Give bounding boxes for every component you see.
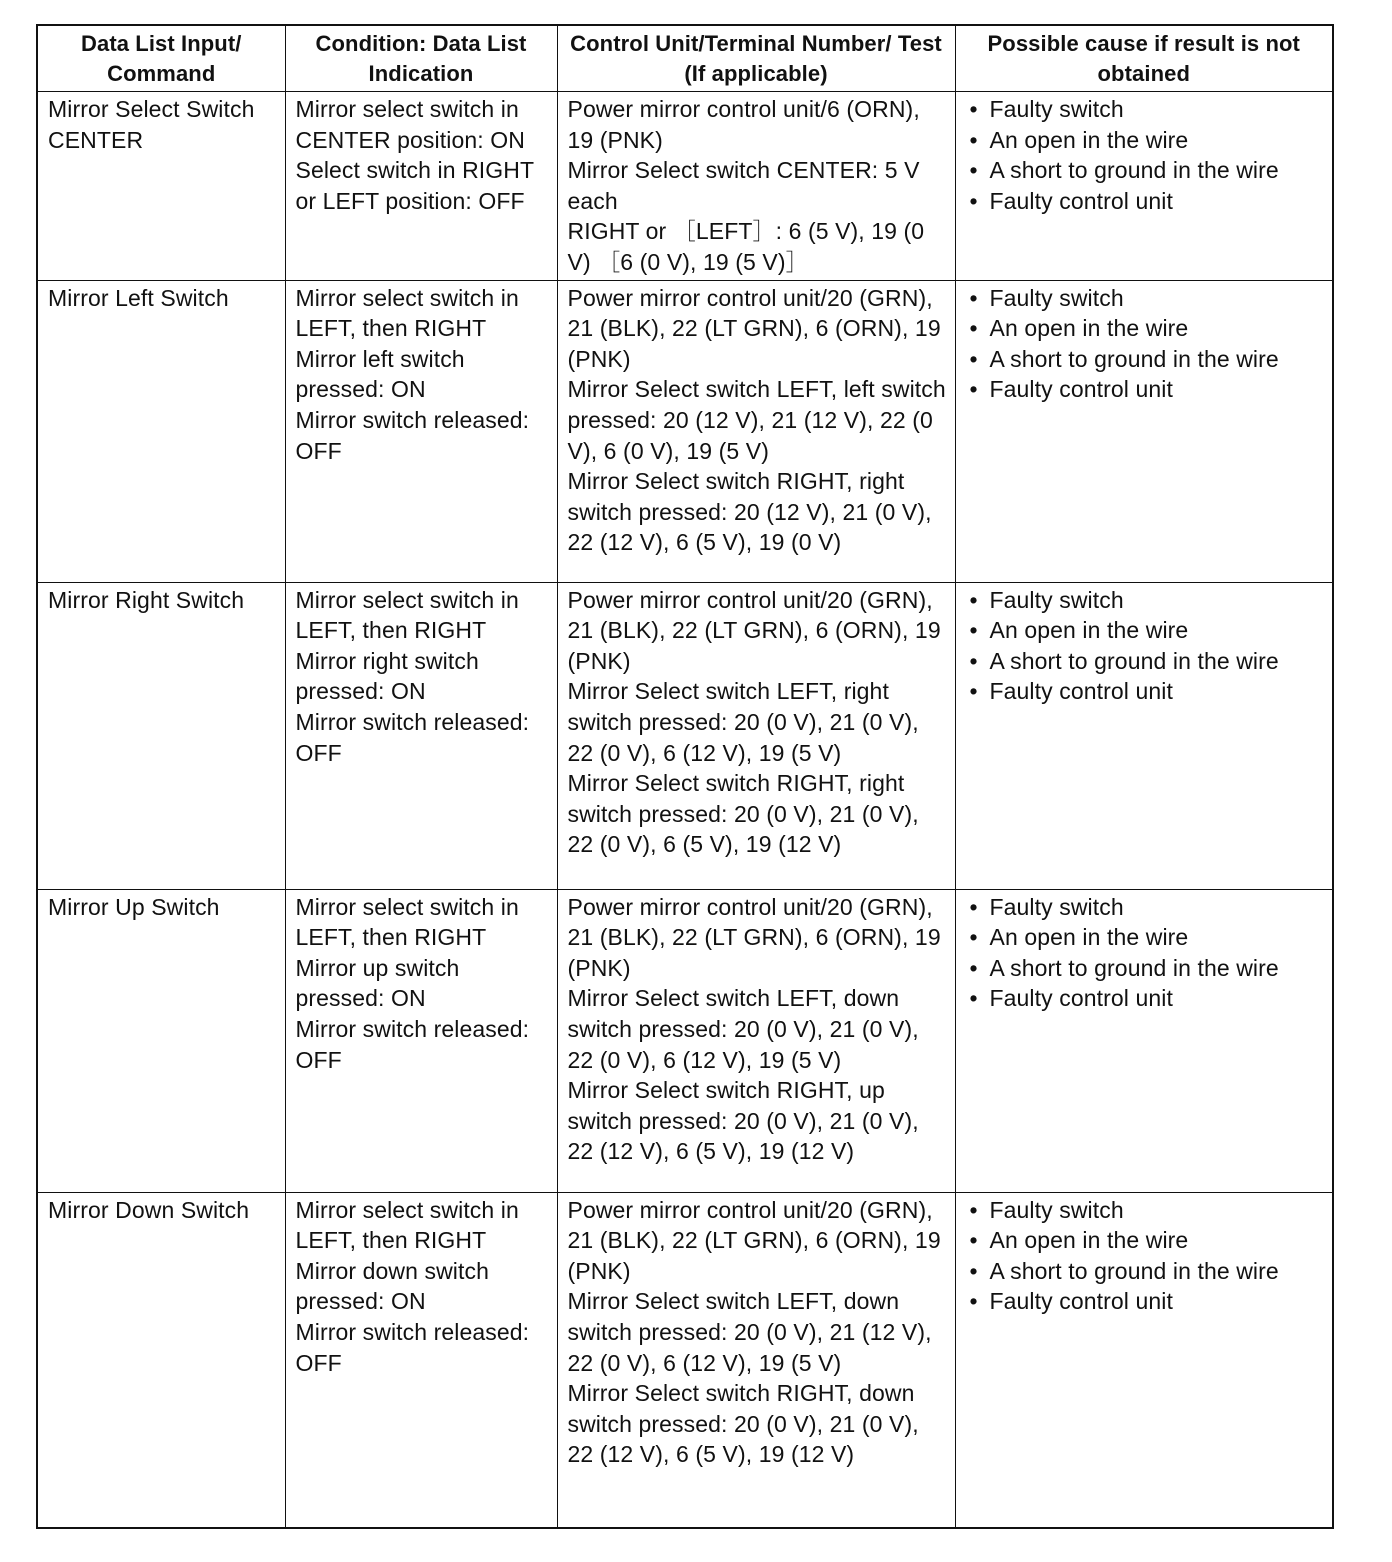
list-item [966,983,1325,1014]
list-item [966,344,1325,375]
condition-cell [285,582,557,889]
causes-list [966,585,1325,707]
bullet-icon: • [969,376,978,403]
causes-cell [955,582,1333,889]
list-item [966,94,1325,125]
test-line: Mirror Select switch RIGHT, down switch pressed: 20 (0 V), 21 (0 V), 22 (12 V), 6 (5 V), 19 (12 V) [567,1380,926,1468]
cause-text: A short to ground in the wire [989,954,1279,981]
bullet-icon: • [969,187,978,214]
command-cell: Mirror Select Switch CENTER [37,92,285,281]
condition-line: Mirror switch released: OFF [295,1318,536,1376]
list-item [966,953,1325,984]
test-line: Mirror Select switch RIGHT, right switch pressed: 20 (0 V), 21 (0 V), 22 (0 V), 6 (5 V), 19 (12 V) [567,770,926,858]
header-command: Data List Input/ Command [37,25,285,92]
table-header [37,25,1333,92]
bullet-icon: • [969,985,978,1012]
table-row [37,582,1333,889]
cause-text: An open in the wire [989,617,1189,644]
command-cell: Mirror Down Switch [37,1192,285,1528]
causes-list [966,283,1325,405]
causes-cell [955,889,1333,1192]
cause-text: Faulty control unit [989,187,1173,214]
bullet-icon: • [969,1196,978,1223]
test-line: Mirror Select switch RIGHT, up switch pressed: 20 (0 V), 21 (0 V), 22 (12 V), 6 (5 V), 19 (12 V) [567,1077,926,1165]
test-line: Power mirror control unit/20 (GRN), 21 (BLK), 22 (LT GRN), 6 (ORN), 19 (PNK) [567,893,948,981]
test-line: Mirror Select switch CENTER: 5 V each [567,157,927,214]
cause-text: Faulty control unit [989,1288,1173,1315]
bullet-icon: • [969,157,978,184]
list-item [966,615,1325,646]
test-line: Mirror Select switch LEFT, down switch pressed: 20 (0 V), 21 (0 V), 22 (0 V), 6 (12 V), 19 (5 V) [567,985,926,1073]
condition-cell [285,92,557,281]
causes-list [966,892,1325,1014]
list-item [966,585,1325,616]
condition-line: Mirror left switch pressed: ON [295,345,472,403]
table-row [37,1192,1333,1528]
condition-cell [285,889,557,1192]
list-item [966,646,1325,677]
list-item [966,1195,1325,1226]
bullet-icon: • [969,586,978,613]
cause-text: Faulty control unit [989,985,1173,1012]
bullet-icon: • [969,126,978,153]
bullet-icon: • [969,647,978,674]
list-item [966,125,1325,156]
condition-line: Mirror select switch in LEFT, then RIGHT [295,284,526,342]
bullet-icon: • [969,924,978,951]
bullet-icon: • [969,893,978,920]
test-cell [557,889,955,1192]
header-row [37,25,1333,92]
test-line: Mirror Select switch LEFT, right switch pressed: 20 (0 V), 21 (0 V), 22 (0 V), 6 (12 V), 19 (5 V) [567,678,926,766]
condition-line: Mirror switch released: OFF [295,406,536,464]
condition-line: Mirror select switch in LEFT, then RIGHT [295,586,526,644]
test-line: Power mirror control unit/20 (GRN), 21 (BLK), 22 (LT GRN), 6 (ORN), 19 (PNK) [567,586,948,674]
list-item [966,1256,1325,1287]
bullet-icon: • [969,678,978,705]
test-line: Power mirror control unit/20 (GRN), 21 (BLK), 22 (LT GRN), 6 (ORN), 19 (PNK) [567,1196,948,1284]
cause-text: A short to ground in the wire [989,157,1279,184]
cause-text: Faulty control unit [989,376,1173,403]
causes-list [966,94,1325,216]
test-cell [557,280,955,582]
test-cell [557,92,955,281]
condition-line: Mirror down switch pressed: ON [295,1257,496,1315]
command-cell: Mirror Left Switch [37,280,285,582]
test-line: RIGHT or ［LEFT］: 6 (5 V), 19 (0 V) ［6 (0 V), 19 (5 V)］ [567,218,931,275]
test-line: Power mirror control unit/6 (ORN), 19 (PNK) [567,96,927,153]
bullet-icon: • [969,96,978,122]
table-row [37,92,1333,281]
causes-cell [955,1192,1333,1528]
header-causes: Possible cause if result is not obtained [955,25,1333,92]
command-cell: Mirror Up Switch [37,889,285,1192]
table-row [37,280,1333,582]
condition-line: Mirror select switch in LEFT, then RIGHT [295,893,526,951]
cause-text: Faulty switch [989,284,1124,311]
header-condition: Condition: Data List Indication [285,25,557,92]
cause-text: A short to ground in the wire [989,647,1279,674]
causes-cell [955,280,1333,582]
test-line: Mirror Select switch RIGHT, right switch pressed: 20 (12 V), 21 (0 V), 22 (12 V), 6 (5 V), 19 (0 V) [567,468,939,556]
bullet-icon: • [969,1227,978,1254]
list-item [966,155,1325,186]
command-cell: Mirror Right Switch [37,582,285,889]
cause-text: An open in the wire [989,924,1189,951]
cause-text: An open in the wire [989,126,1189,153]
cause-text: Faulty control unit [989,678,1173,705]
list-item [966,313,1325,344]
bullet-icon: • [969,345,978,372]
cause-text: Faulty switch [989,1196,1124,1223]
list-item [966,892,1325,923]
condition-line: Mirror switch released: OFF [295,708,536,766]
list-item [966,1225,1325,1256]
causes-list [966,1195,1325,1317]
cause-text: An open in the wire [989,1227,1189,1254]
cause-text: An open in the wire [989,315,1189,342]
bullet-icon: • [969,284,978,311]
cause-text: Faulty switch [989,586,1124,613]
condition-line: Mirror select switch in CENTER position: ON [295,96,526,153]
condition-line: Select switch in RIGHT or LEFT position: OFF [295,157,541,214]
bullet-icon: • [969,1257,978,1284]
cause-text: Faulty switch [989,893,1124,920]
header-test: Control Unit/Terminal Number/ Test (If applicable) [557,25,955,92]
condition-cell [285,280,557,582]
causes-cell [955,92,1333,281]
test-line: Power mirror control unit/20 (GRN), 21 (BLK), 22 (LT GRN), 6 (ORN), 19 (PNK) [567,284,948,372]
table-row [37,889,1333,1192]
cause-text: A short to ground in the wire [989,1257,1279,1284]
condition-line: Mirror switch released: OFF [295,1015,536,1073]
condition-cell [285,1192,557,1528]
diagnostic-table [36,24,1334,1529]
test-cell [557,582,955,889]
list-item [966,186,1325,217]
test-cell [557,1192,955,1528]
bullet-icon: • [969,954,978,981]
condition-line: Mirror right switch pressed: ON [295,647,486,705]
cause-text: A short to ground in the wire [989,345,1279,372]
bullet-icon: • [969,1288,978,1315]
bullet-icon: • [969,617,978,644]
list-item [966,676,1325,707]
list-item [966,922,1325,953]
list-item [966,374,1325,405]
list-item [966,283,1325,314]
condition-line: Mirror select switch in LEFT, then RIGHT [295,1196,526,1254]
test-line: Mirror Select switch LEFT, down switch pressed: 20 (0 V), 21 (12 V), 22 (0 V), 6 (12 V), 19 (5 V) [567,1288,939,1376]
test-line: Mirror Select switch LEFT, left switch pressed: 20 (12 V), 21 (12 V), 22 (0 V), 6 (0 V), 19 (5 V) [567,376,953,464]
cause-text: Faulty switch [989,96,1124,122]
condition-line: Mirror up switch pressed: ON [295,954,466,1012]
bullet-icon: • [969,315,978,342]
list-item [966,1286,1325,1317]
